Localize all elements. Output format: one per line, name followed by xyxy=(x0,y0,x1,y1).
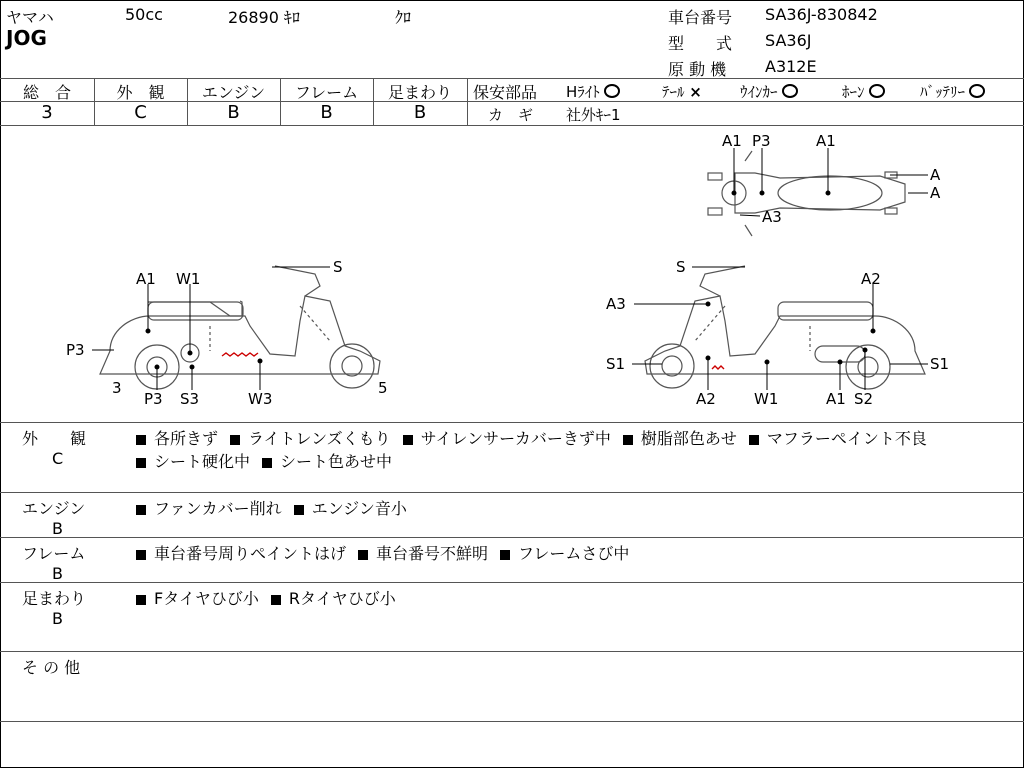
model-name: JOG xyxy=(6,26,47,50)
remark-section-label: エンジン xyxy=(22,499,86,518)
grade-suspension-value: B xyxy=(413,102,427,123)
diagram-label: A2 xyxy=(861,270,881,288)
remark-item: 車台番号不鮮明 xyxy=(376,544,489,563)
damage-mark xyxy=(222,353,258,356)
remark-item: ライトレンズくもり xyxy=(248,429,391,448)
diagram-label: 3 xyxy=(112,379,122,397)
remark-item: マフラーペイント不良 xyxy=(766,429,927,448)
divider xyxy=(0,537,1024,538)
bullet-square-icon xyxy=(230,435,240,445)
remark-item: シート色あせ中 xyxy=(280,452,393,471)
safety-winker: ｳｲﾝｶｰ xyxy=(740,81,798,102)
grade-total-value: 3 xyxy=(41,102,53,123)
diagram-label: A1 xyxy=(816,132,836,150)
bullet-square-icon xyxy=(136,458,146,468)
divider xyxy=(0,492,1024,493)
remark-section-grade: B xyxy=(52,564,63,583)
key-label: カ ギ xyxy=(488,106,534,124)
remark-section-grade: B xyxy=(52,519,63,538)
remark-item: Rタイヤひび小 xyxy=(288,589,396,608)
safety-headlight: Hﾗｲﾄ xyxy=(566,81,620,102)
safety-horn: ﾎｰﾝ xyxy=(842,81,885,102)
remark-section-label: フレーム xyxy=(22,544,86,563)
diagram-label: S xyxy=(333,258,343,276)
bullet-square-icon xyxy=(403,435,413,445)
diagram-label: A3 xyxy=(606,295,626,313)
diagram-label: A1 xyxy=(826,390,846,408)
diagram-label: S1 xyxy=(606,355,626,373)
diagram-label: A xyxy=(930,184,941,202)
diagram-label: P3 xyxy=(752,132,771,150)
remark-section-grade: C xyxy=(52,449,64,468)
ng-cross-icon: × xyxy=(689,83,702,101)
bullet-square-icon xyxy=(358,550,368,560)
safety-taillight: ﾃｰﾙ × xyxy=(662,83,702,101)
bullet-square-icon xyxy=(136,550,146,560)
diagram-label: S2 xyxy=(854,390,874,408)
diagram-label: S1 xyxy=(930,355,950,373)
diagram-label: W3 xyxy=(248,390,273,408)
bullet-square-icon xyxy=(271,595,281,605)
remark-item: エンジン音小 xyxy=(311,499,407,518)
remark-item: 各所きず xyxy=(154,429,219,448)
grade-frame-value: B xyxy=(320,102,333,123)
scooter-damage-diagram xyxy=(0,126,1024,422)
divider xyxy=(0,422,1024,423)
remark-item: Fタイヤひび小 xyxy=(154,589,259,608)
diagram-label: P3 xyxy=(66,341,85,359)
ok-circle-icon xyxy=(869,84,885,98)
frame-no: SA36J-830842 xyxy=(765,5,878,24)
remark-item: 車台番号周りペイントはげ xyxy=(154,544,347,563)
grade-engine-label: エンジン xyxy=(201,83,266,102)
ok-circle-icon xyxy=(604,84,620,98)
grade-engine-value: B xyxy=(227,102,240,123)
mileage: 26890 ｷﾛ xyxy=(228,8,300,27)
type-label: 型 式 xyxy=(668,34,733,53)
diagram-label: A xyxy=(930,166,941,184)
remark-item: 樹脂部色あせ xyxy=(640,429,737,448)
bullet-square-icon xyxy=(500,550,510,560)
divider xyxy=(0,721,1024,722)
divider xyxy=(0,78,1024,79)
diagram-label: P3 xyxy=(144,390,163,408)
type-value: SA36J xyxy=(765,31,812,50)
diagram-label: S xyxy=(676,258,686,276)
remark-section-label: そ の 他 xyxy=(22,658,81,677)
grade-frame-label: フレーム xyxy=(294,83,359,102)
remark-item: サイレンサーカバーきず中 xyxy=(420,429,611,448)
safety-label: 保安部品 xyxy=(473,83,538,102)
color: ｸﾛ xyxy=(395,8,412,27)
maker: ヤマハ xyxy=(6,8,54,27)
ok-circle-icon xyxy=(782,84,798,98)
bullet-square-icon xyxy=(294,505,304,515)
ok-circle-icon xyxy=(969,84,985,98)
diagram-label: W1 xyxy=(176,270,201,288)
bullet-square-icon xyxy=(136,505,146,515)
bullet-square-icon xyxy=(262,458,272,468)
remark-section-label: 外 観 xyxy=(22,429,87,448)
bullet-square-icon xyxy=(749,435,759,445)
diagram-label: A1 xyxy=(722,132,742,150)
diagram-label: 5 xyxy=(378,379,388,397)
key-value: 社外ｷｰ1 xyxy=(566,106,621,124)
grade-suspension-label: 足まわり xyxy=(387,83,452,102)
scooter-right-view xyxy=(645,266,925,389)
frame-no-label: 車台番号 xyxy=(668,8,733,27)
remark-section-label: 足まわり xyxy=(22,589,87,608)
grade-exterior-label: 外 観 xyxy=(116,83,165,102)
scooter-top-view xyxy=(708,151,905,236)
grade-exterior-value: C xyxy=(134,102,147,123)
grade-total-label: 総 合 xyxy=(22,83,71,102)
displacement: 50cc xyxy=(125,5,163,24)
remark-line xyxy=(136,426,939,449)
divider xyxy=(467,78,468,125)
diagram-label: W1 xyxy=(754,390,779,408)
bullet-square-icon xyxy=(136,435,146,445)
remark-item: ファンカバー削れ xyxy=(154,499,282,518)
bullet-square-icon xyxy=(136,595,146,605)
diagram-label: A3 xyxy=(762,208,782,226)
engine-value: A312E xyxy=(765,57,817,76)
engine-label: 原 動 機 xyxy=(668,60,727,79)
safety-battery: ﾊﾞｯﾃﾘｰ xyxy=(920,81,985,102)
divider xyxy=(0,582,1024,583)
remark-line xyxy=(136,496,419,519)
remark-item: フレームさび中 xyxy=(518,544,630,563)
divider xyxy=(0,651,1024,652)
remark-item: シート硬化中 xyxy=(154,452,251,471)
remark-line xyxy=(136,586,408,609)
remark-line xyxy=(136,449,404,472)
bullet-square-icon xyxy=(623,435,633,445)
remark-section-grade: B xyxy=(52,609,63,628)
remark-line xyxy=(136,541,641,564)
diagram-label: S3 xyxy=(180,390,200,408)
damage-mark xyxy=(712,366,724,369)
diagram-label: A2 xyxy=(696,390,716,408)
diagram-label: A1 xyxy=(136,270,156,288)
